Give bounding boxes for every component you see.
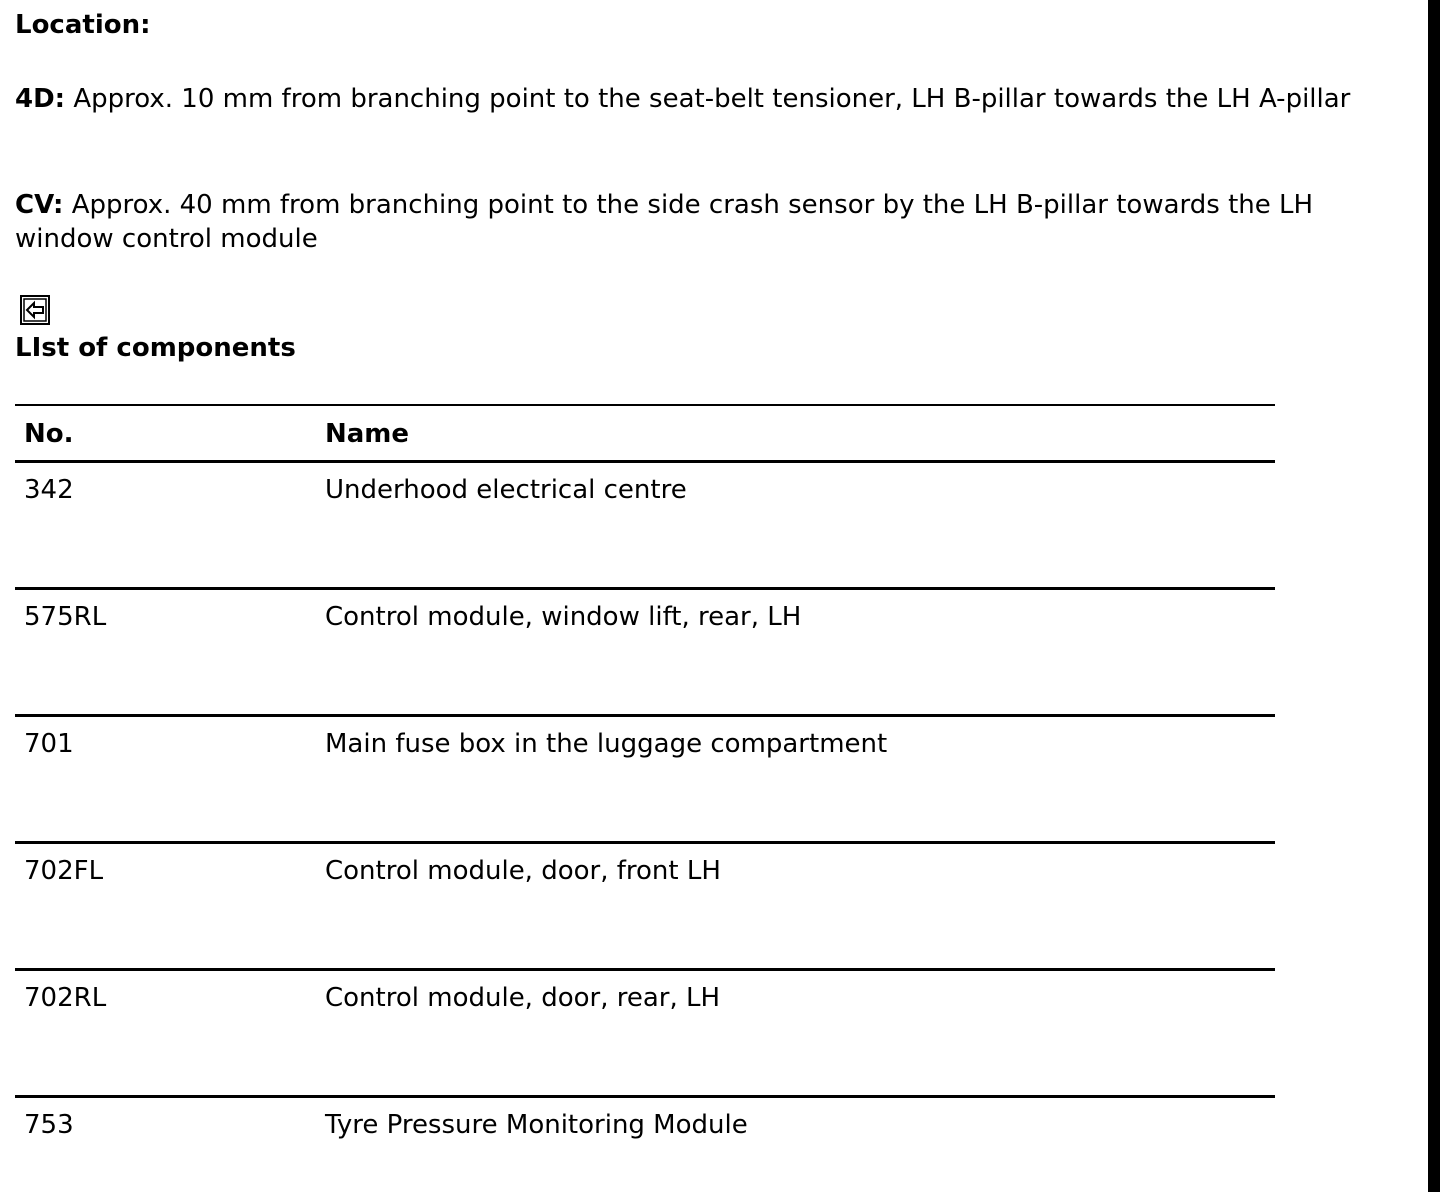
paragraph-label: CV:: [15, 190, 64, 220]
column-header-name: Name: [325, 419, 410, 449]
table-row: [15, 717, 1275, 844]
table-row: [15, 844, 1275, 971]
component-name: Underhood electrical centre: [325, 475, 687, 505]
component-name: Main fuse box in the luggage compartment: [325, 729, 888, 759]
component-number: 753: [24, 1110, 74, 1140]
component-number: 342: [24, 475, 74, 505]
location-heading: Location:: [15, 10, 151, 40]
paragraph-label: 4D:: [15, 84, 66, 114]
column-header-no: No.: [24, 419, 74, 449]
paragraph-text: Approx. 10 mm from branching point to the seat-belt tensioner, LH B-pillar towards the LH A-pillar: [65, 84, 1351, 114]
component-name: Control module, door, front LH: [325, 856, 721, 886]
component-name: Control module, door, rear, LH: [325, 983, 721, 1013]
component-name: Control module, window lift, rear, LH: [325, 602, 802, 632]
paragraph-text: Approx. 40 mm from branching point to the side crash sensor by the LH B-pillar towards the LH window control module: [15, 190, 1314, 254]
components-heading: LIst of components: [15, 333, 296, 363]
component-number: 701: [24, 729, 74, 759]
location-4d-paragraph: [15, 82, 1405, 116]
table-row: [15, 463, 1275, 590]
table-row: [15, 590, 1275, 717]
component-number: 575RL: [24, 602, 107, 632]
components-table: [15, 404, 1275, 1192]
scrollbar[interactable]: [1428, 0, 1440, 1192]
back-arrow-icon[interactable]: [19, 294, 51, 326]
table-header: [15, 406, 1275, 463]
component-number: 702FL: [24, 856, 104, 886]
table-row: [15, 971, 1275, 1098]
component-name: Tyre Pressure Monitoring Module: [325, 1110, 748, 1140]
location-cv-paragraph: [15, 188, 1405, 256]
component-number: 702RL: [24, 983, 107, 1013]
table-row: [15, 1098, 1275, 1192]
